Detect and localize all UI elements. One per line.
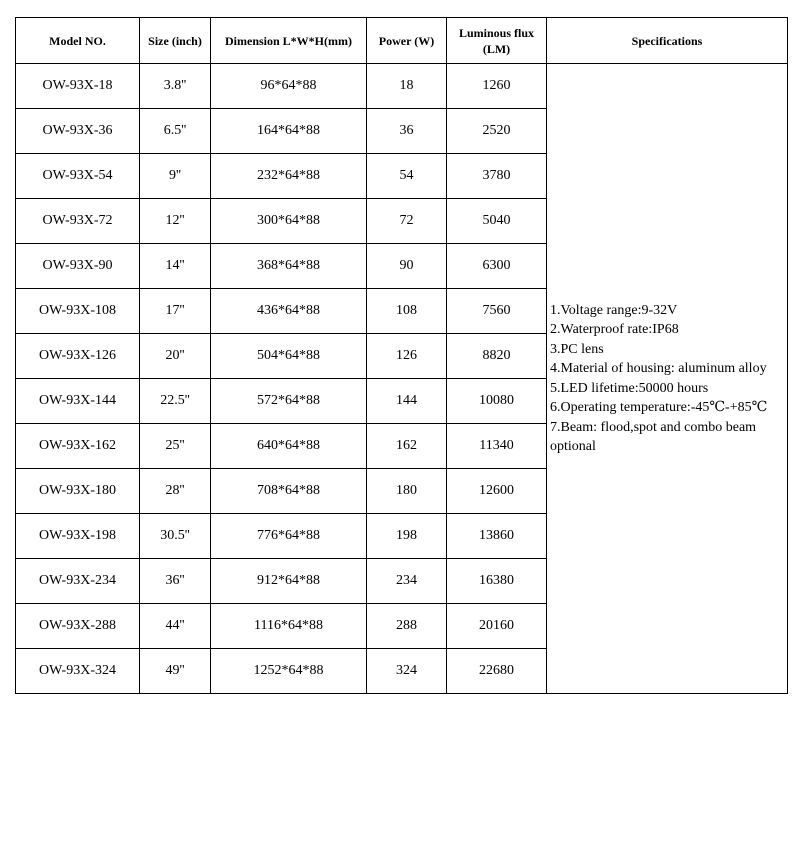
dimension-cell: 708*64*88 [211,469,367,514]
size-cell: 36'' [140,559,211,604]
power-cell: 144 [367,379,447,424]
size-cell: 14'' [140,244,211,289]
dimension-cell: 436*64*88 [211,289,367,334]
model-cell: OW-93X-144 [16,379,140,424]
model-cell: OW-93X-288 [16,604,140,649]
model-cell: OW-93X-108 [16,289,140,334]
luminous-flux-cell: 13860 [447,514,547,559]
table-row [16,64,788,109]
power-cell: 54 [367,154,447,199]
luminous-flux-cell: 6300 [447,244,547,289]
dimension-cell: 96*64*88 [211,64,367,109]
model-cell: OW-93X-18 [16,64,140,109]
power-cell: 72 [367,199,447,244]
power-cell: 198 [367,514,447,559]
model-cell: OW-93X-198 [16,514,140,559]
dimension-cell: 164*64*88 [211,109,367,154]
dimension-cell: 640*64*88 [211,424,367,469]
model-cell: OW-93X-36 [16,109,140,154]
size-cell: 12'' [140,199,211,244]
specification-line: 7.Beam: flood,spot and combo beam optional [550,419,757,454]
header-power: Power (W) [367,18,447,64]
model-cell: OW-93X-162 [16,424,140,469]
specification-line: 5.LED lifetime:50000 hours [550,380,709,396]
power-cell: 90 [367,244,447,289]
luminous-flux-cell: 20160 [447,604,547,649]
luminous-flux-cell: 1260 [447,64,547,109]
header-size: Size (inch) [140,18,211,64]
dimension-cell: 1252*64*88 [211,649,367,694]
luminous-flux-cell: 11340 [447,424,547,469]
dimension-cell: 232*64*88 [211,154,367,199]
size-cell: 28'' [140,469,211,514]
table-body [16,64,788,694]
header-model: Model NO. [16,18,140,64]
dimension-cell: 504*64*88 [211,334,367,379]
power-cell: 234 [367,559,447,604]
model-cell: OW-93X-72 [16,199,140,244]
model-cell: OW-93X-180 [16,469,140,514]
model-cell: OW-93X-234 [16,559,140,604]
dimension-cell: 572*64*88 [211,379,367,424]
dimension-cell: 776*64*88 [211,514,367,559]
luminous-flux-cell: 7560 [447,289,547,334]
power-cell: 288 [367,604,447,649]
size-cell: 9'' [140,154,211,199]
dimension-cell: 368*64*88 [211,244,367,289]
specification-line: 1.Voltage range:9-32V [550,302,678,318]
power-cell: 36 [367,109,447,154]
model-cell: OW-93X-126 [16,334,140,379]
luminous-flux-cell: 8820 [447,334,547,379]
luminous-flux-cell: 2520 [447,109,547,154]
size-cell: 22.5'' [140,379,211,424]
header-specifications: Specifications [547,18,788,64]
specifications-cell [547,64,788,694]
dimension-cell: 300*64*88 [211,199,367,244]
size-cell: 44'' [140,604,211,649]
power-cell: 180 [367,469,447,514]
dimension-cell: 1116*64*88 [211,604,367,649]
luminous-flux-cell: 5040 [447,199,547,244]
model-cell: OW-93X-324 [16,649,140,694]
specification-line: 6.Operating temperature:-45℃-+85℃ [550,400,768,415]
luminous-flux-cell: 22680 [447,649,547,694]
specification-line: 4.Material of housing: aluminum alloy [550,361,767,376]
size-cell: 3.8'' [140,64,211,109]
specification-line: 2.Waterproof rate:IP68 [550,322,679,337]
model-cell: OW-93X-90 [16,244,140,289]
size-cell: 20'' [140,334,211,379]
model-cell: OW-93X-54 [16,154,140,199]
dimension-cell: 912*64*88 [211,559,367,604]
size-cell: 30.5'' [140,514,211,559]
table-header-row [16,18,788,64]
power-cell: 108 [367,289,447,334]
header-luminous-flux: Luminous flux (LM) [447,18,547,64]
power-cell: 18 [367,64,447,109]
header-dimension: Dimension L*W*H(mm) [211,18,367,64]
luminous-flux-cell: 3780 [447,154,547,199]
specification-table [15,17,788,694]
size-cell: 6.5'' [140,109,211,154]
power-cell: 324 [367,649,447,694]
size-cell: 49'' [140,649,211,694]
size-cell: 17'' [140,289,211,334]
power-cell: 126 [367,334,447,379]
specification-line: 3.PC lens [550,341,604,357]
size-cell: 25'' [140,424,211,469]
luminous-flux-cell: 16380 [447,559,547,604]
luminous-flux-cell: 10080 [447,379,547,424]
luminous-flux-cell: 12600 [447,469,547,514]
power-cell: 162 [367,424,447,469]
